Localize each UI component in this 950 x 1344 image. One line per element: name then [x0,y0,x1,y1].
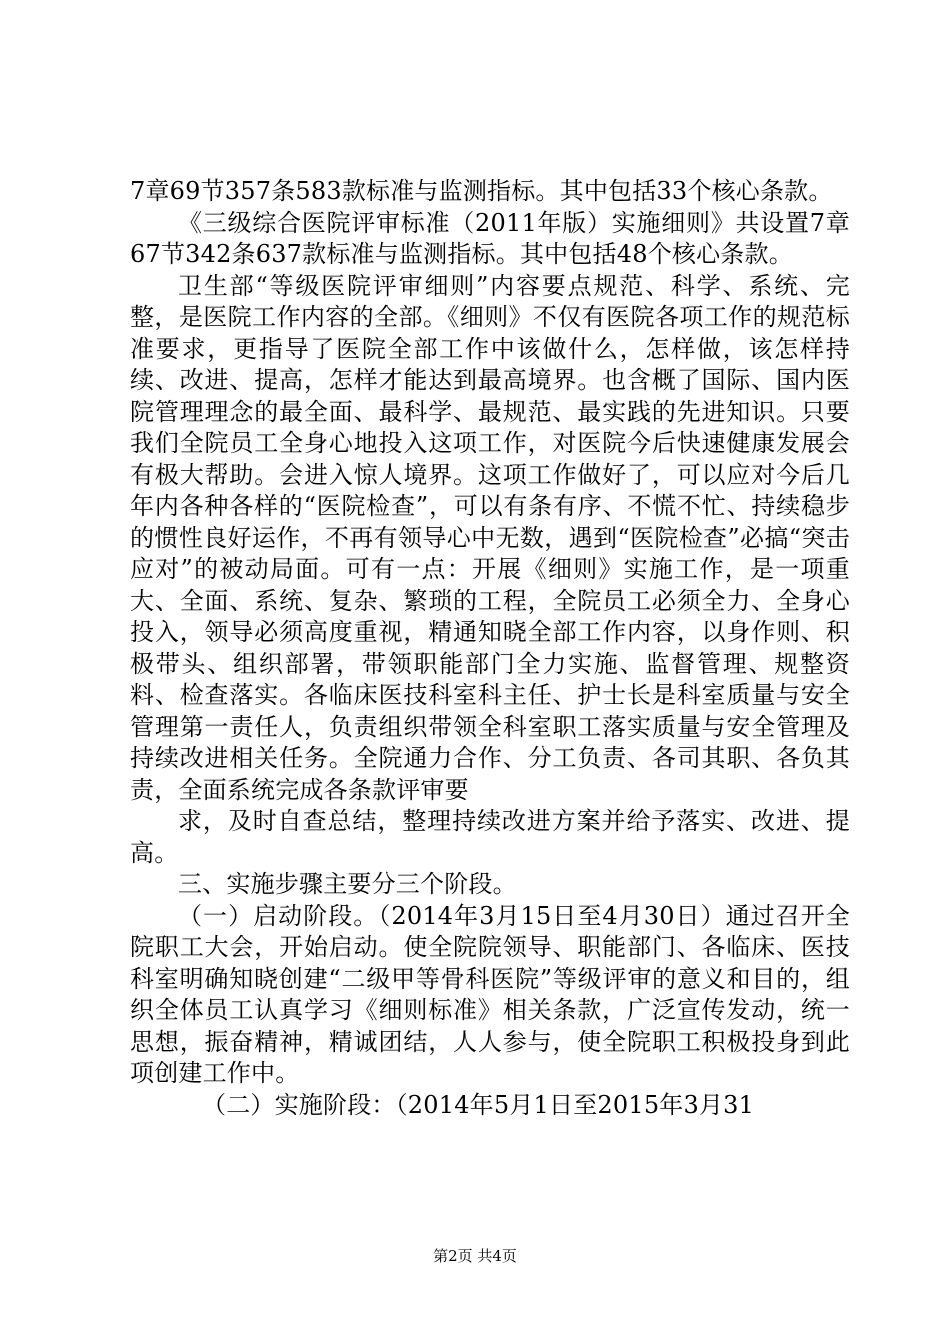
section-heading-steps: 三、实施步骤主要分三个阶段。 [178,870,517,898]
paragraph-grade3-rules: 《三级综合医院评审标准（2011年版）实施细则》共设置7章67节342条637款标准与监测指标。其中包括48个核心条款。 [130,208,850,268]
document-body [130,176,850,1121]
paragraph-launch-phase: （一）启动阶段。（2014年3月15日至4月30日）通过召开全院职工大会，开始启动。使全院院领导、职能部门、各临床、医技科室明确知晓创建“二级甲等骨科医院”等级评审的意义和目的，组织全体员工认真学习《细则标准》相关条款，广泛宣传发动，统一思想，振奋精神，精诚团结，人人参与，使全院职工积极投身到此项创建工作中。 [130,901,850,1087]
paragraph-rules-continuation: 求，及时自查总结，整理持续改进方案并给予落实、改进、提高。 [130,807,850,867]
paragraph-implementation-phase: （二）实施阶段：（2014年5月1日至2015年3月31 [202,1090,755,1119]
paragraph-rules-overview: 卫生部“等级医院评审细则”内容要点规范、科学、系统、完整，是医院工作内容的全部。《细则》不仅有医院各项工作的规范标准要求，更指导了医院全部工作中该做什么，怎样做，该怎样持续、改进、提高，怎样才能达到最高境界。也含概了国际、国内医院管理理念的最全面、最科学、最规范、最实践的先进知识。只要我们全院员工全身心地投入这项工作，对医院今后快速健康发展会有极大帮助。会进入惊人境界。这项工作做好了，可以应对今后几年内各种各样的“医院检查”，可以有条有序、不慌不忙、持续稳步的惯性良好运作，不再有领导心中无数，遇到“医院检查”必搞“突击应对”的被动局面。可有一点：开展《细则》实施工作，是一项重大、全面、系统、复杂、繁琐的工程，全院员工必须全力、全身心投入，领导必须高度重视，精通知晓全部工作内容，以身作则、积极带头、组织部署，带领职能部门全力实施、监督管理、规整资料、检查落实。各临床医技科室科主任、护士长是科室质量与安全管理第一责任人，负责组织带领全科室职工落实质量与安全管理及持续改进相关任务。全院通力合作、分工负责、各司其职、各负其责，全面系统完成各条款评审要 [130,271,850,804]
page-footer: 第2页 共4页 [433,1247,517,1265]
paragraph-standard-counts: 7章69节357条583款标准与监测指标。其中包括33个核心条款。 [130,177,833,205]
